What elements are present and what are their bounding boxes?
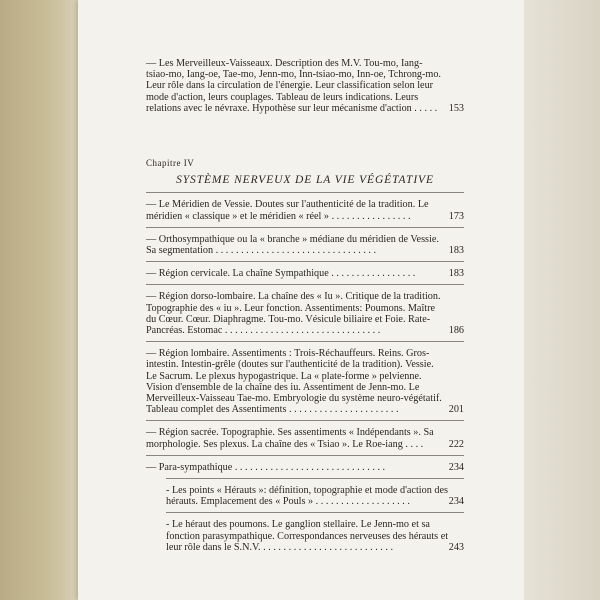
divider: [146, 420, 464, 421]
toc-line: Leur rôle dans la circulation de l'énergie. Leur classification selon leur: [146, 80, 434, 92]
toc-last-line: [146, 211, 464, 222]
toc-line: — Orthosympathique ou la « branche » médiane du méridien de Vessie.: [146, 233, 439, 245]
divider: [146, 261, 464, 262]
toc-line: — Les Merveilleux-Vaisseaux. Description des M.V. Tou-mo, Iang-: [146, 58, 423, 69]
toc-line: — Région lombaire. Assentiments : Trois-Réchauffeurs. Reins. Gros-: [146, 348, 430, 360]
toc-line: — Le Méridien de Vessie. Doutes sur l'authenticité de la tradition. Le: [146, 199, 429, 211]
page-number: 183: [448, 268, 464, 280]
toc-line: mode d'action, leurs couplages. Tableau de leurs indications. Leurs: [146, 91, 419, 103]
toc-last-line: [146, 245, 464, 256]
toc-line: Topographie des « iu ». Leur fonction. Assentiments: Poumons. Maître: [146, 302, 436, 314]
toc-line: Vision d'ensemble de la chaîne des iu. Assentiment de Jenn-mo. Le: [146, 381, 420, 393]
toc-last-line: [146, 103, 464, 114]
divider: [146, 284, 464, 285]
toc-line: morphologie. Ses plexus. La chaîne des « Tsiao ». Le Roe-iang . . . .: [146, 438, 424, 450]
toc-last-line: [146, 462, 464, 473]
page-number: 234: [448, 461, 464, 473]
toc-line: - Le héraut des poumons. Le ganglion stellaire. Le Jenn-mo et sa: [166, 519, 430, 531]
toc-sub-entries: [146, 478, 464, 553]
page-right-edge: [524, 0, 600, 600]
toc-line: méridien « classique » et le méridien « réel » . . . . . . . . . . . . . . . .: [146, 210, 411, 222]
toc-line: - Les points « Hérauts »: définition, topographie et mode d'action des: [166, 485, 448, 497]
chapter-label: Chapitre IV: [146, 158, 195, 169]
table-of-contents: [146, 58, 464, 553]
page-number: 186: [448, 325, 464, 337]
toc-last-line: [146, 404, 464, 415]
toc-entry: [146, 427, 464, 449]
toc-line: intestin. Intestin-grêle (doutes sur l'authenticité de la tradition). Vessie.: [146, 359, 434, 371]
toc-entry: [146, 234, 464, 256]
toc-line: — Para-sympathique . . . . . . . . . . . . . . . . . . . . . . . . . . . . . .: [146, 461, 386, 473]
page-number: 173: [448, 210, 464, 222]
divider: [166, 512, 464, 513]
toc-line: Le Sacrum. Le plexus hypogastrique. La « plate-forme » pelvienne.: [146, 370, 422, 382]
toc-sub-entry: [166, 485, 464, 507]
toc-line: — Région dorso-lombaire. La chaîne des « Iu ». Critique de la tradition.: [146, 291, 441, 303]
divider: [146, 455, 464, 456]
page-number: 234: [448, 496, 464, 508]
page-number: 243: [448, 541, 464, 553]
toc-entry: [146, 268, 464, 279]
toc-last-line: [146, 325, 464, 336]
page-number: 153: [448, 102, 464, 114]
toc-line: Tableau complet des Assentiments . . . . . . . . . . . . . . . . . . . . . .: [146, 404, 399, 416]
page-number: 201: [448, 404, 464, 416]
page-number: 183: [448, 245, 464, 257]
toc-last-line: [146, 268, 464, 279]
toc-entry: [146, 462, 464, 473]
divider: [146, 192, 464, 193]
toc-line: hérauts. Emplacement des « Pouls » . . . . . . . . . . . . . . . . . . .: [166, 496, 410, 508]
toc-entry-merveilleux-vaisseaux: [146, 58, 464, 114]
toc-line: — Région cervicale. La chaîne Sympathique . . . . . . . . . . . . . . . . .: [146, 268, 416, 280]
toc-line: relations avec le névraxe. Hypothèse sur leur mécanisme d'action . . . . .: [146, 102, 438, 114]
divider: [146, 341, 464, 342]
book-spine-gutter: [0, 0, 80, 600]
toc-entry: [146, 348, 464, 415]
chapter-title: SYSTÈME NERVEUX DE LA VIE VÉGÉTATIVE: [176, 174, 434, 187]
divider: [146, 227, 464, 228]
toc-entry: [146, 199, 464, 221]
toc-line: Merveilleux-Vaisseau Tae-mo. Embryologie du système neuro-végétatif.: [146, 393, 442, 405]
toc-line: leur rôle dans le S.N.V. . . . . . . . . . . . . . . . . . . . . . . . . . .: [166, 541, 394, 553]
toc-line: Sa segmentation . . . . . . . . . . . . . . . . . . . . . . . . . . . . . . . .: [146, 245, 377, 257]
toc-line: Pancréas. Estomac . . . . . . . . . . . . . . . . . . . . . . . . . . . . . . .: [146, 325, 381, 337]
toc-last-line: [166, 542, 464, 553]
toc-line: fonction parasympathique. Correspondances nerveuses des hérauts et: [166, 530, 449, 542]
divider: [166, 478, 464, 479]
toc-line: — Région sacrée. Topographie. Ses assentiments « Indépendants ». Sa: [146, 427, 434, 439]
toc-last-line: [146, 439, 464, 450]
toc-sub-entry: [166, 519, 464, 553]
page-number: 222: [448, 438, 464, 450]
toc-entry: [146, 291, 464, 336]
toc-line: tsiao-mo, Iang-oe, Tae-mo, Jenn-mo, Inn-tsiao-mo, Inn-oe, Tchrong-mo.: [146, 69, 441, 81]
toc-line: du Cœur. Cœur. Diaphragme. Tou-mo. Vésicule biliaire et Foie. Rate-: [146, 313, 431, 325]
toc-last-line: [166, 496, 464, 507]
